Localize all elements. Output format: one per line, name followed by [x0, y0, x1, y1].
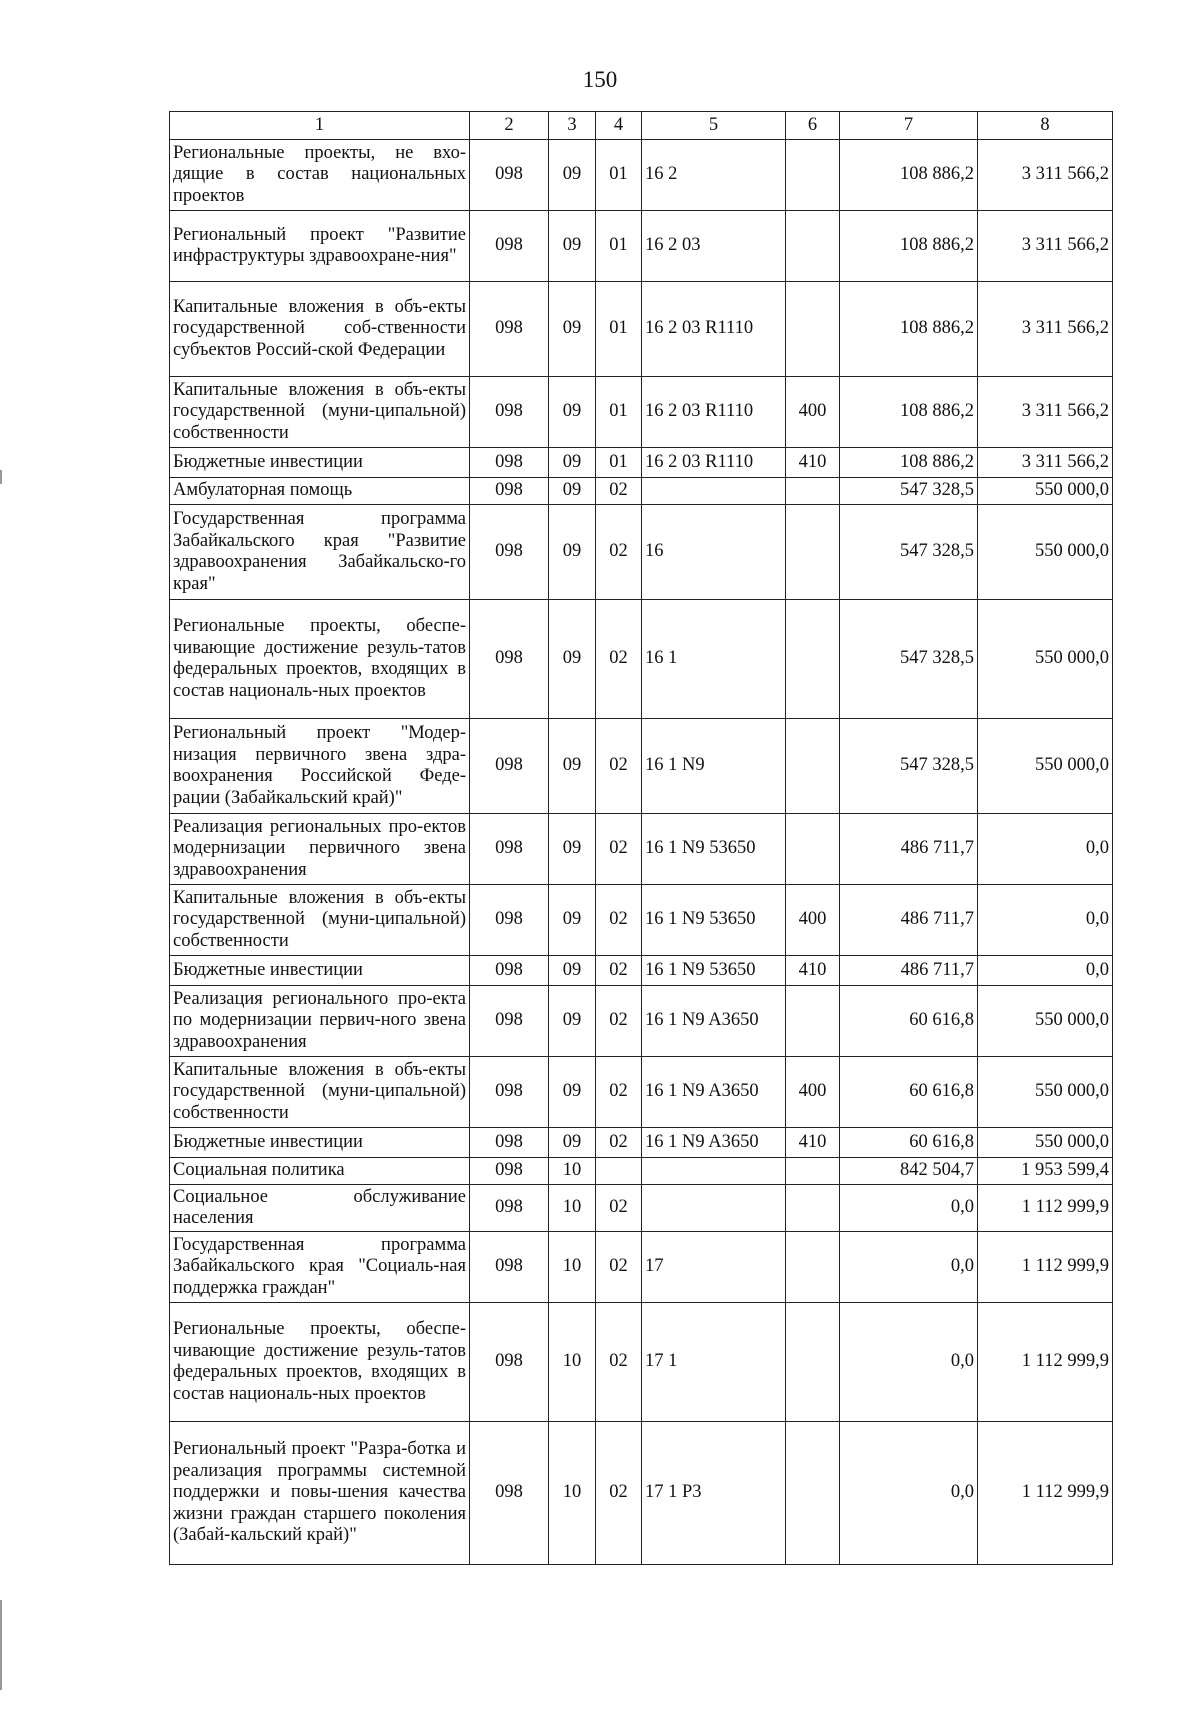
row-subsection: 02 [596, 885, 642, 956]
header-col-6: 6 [786, 112, 840, 140]
row-amount-2: 1 112 999,9 [978, 1185, 1113, 1232]
row-amount-1: 547 328,5 [840, 505, 978, 600]
row-admin-code: 098 [470, 211, 549, 282]
row-expense-type [786, 505, 840, 600]
row-amount-2: 1 953 599,4 [978, 1158, 1113, 1185]
row-subsection: 02 [596, 986, 642, 1057]
row-amount-1: 0,0 [840, 1422, 978, 1565]
row-expense-type [786, 1303, 840, 1422]
row-target-article: 16 2 03 R1110 [642, 377, 786, 448]
row-name: Государственная программа Забайкальского края "Социаль-ная поддержка граждан" [170, 1232, 470, 1303]
row-subsection: 02 [596, 505, 642, 600]
row-section: 10 [549, 1303, 596, 1422]
row-name: Региональный проект "Развитие инфраструктуры здравоохране-ния" [170, 211, 470, 282]
table-row [170, 448, 1113, 478]
row-admin-code: 098 [470, 448, 549, 478]
table-row [170, 282, 1113, 377]
row-amount-1: 108 886,2 [840, 377, 978, 448]
row-expense-type [786, 600, 840, 719]
row-section: 09 [549, 956, 596, 986]
row-admin-code: 098 [470, 478, 549, 505]
header-col-1: 1 [170, 112, 470, 140]
row-expense-type [786, 1185, 840, 1232]
budget-table [169, 111, 1113, 1565]
row-amount-2: 3 311 566,2 [978, 211, 1113, 282]
table-row [170, 986, 1113, 1057]
row-subsection [596, 1158, 642, 1185]
table-header-row [170, 112, 1113, 140]
row-admin-code: 098 [470, 1185, 549, 1232]
table-row [170, 505, 1113, 600]
row-name: Региональные проекты, обеспе-чивающие достижение резуль-татов федеральных проектов, входящих в состав националь-ных проектов [170, 600, 470, 719]
row-name: Региональные проекты, обеспе-чивающие достижение резуль-татов федеральных проектов, входящих в состав националь-ных проектов [170, 1303, 470, 1422]
row-amount-1: 108 886,2 [840, 282, 978, 377]
row-amount-1: 0,0 [840, 1303, 978, 1422]
row-target-article: 17 1 P3 [642, 1422, 786, 1565]
row-amount-2: 1 112 999,9 [978, 1232, 1113, 1303]
row-section: 09 [549, 885, 596, 956]
row-subsection: 02 [596, 1057, 642, 1128]
row-amount-2: 550 000,0 [978, 505, 1113, 600]
row-subsection: 01 [596, 140, 642, 211]
row-expense-type: 410 [786, 956, 840, 986]
row-section: 09 [549, 282, 596, 377]
row-subsection: 02 [596, 600, 642, 719]
row-amount-2: 3 311 566,2 [978, 140, 1113, 211]
row-amount-1: 486 711,7 [840, 814, 978, 885]
table-row [170, 478, 1113, 505]
row-amount-2: 1 112 999,9 [978, 1422, 1113, 1565]
row-admin-code: 098 [470, 1057, 549, 1128]
row-target-article: 16 1 N9 A3650 [642, 986, 786, 1057]
row-expense-type: 400 [786, 1057, 840, 1128]
row-section: 09 [549, 1128, 596, 1158]
row-amount-1: 842 504,7 [840, 1158, 978, 1185]
row-expense-type [786, 282, 840, 377]
header-col-7: 7 [840, 112, 978, 140]
table-row [170, 1422, 1113, 1565]
row-expense-type [786, 478, 840, 505]
row-amount-1: 60 616,8 [840, 1128, 978, 1158]
row-expense-type: 410 [786, 448, 840, 478]
row-expense-type [786, 1422, 840, 1565]
row-section: 09 [549, 719, 596, 814]
row-amount-1: 108 886,2 [840, 211, 978, 282]
row-target-article: 16 2 03 R1110 [642, 448, 786, 478]
table-row [170, 377, 1113, 448]
row-target-article: 17 [642, 1232, 786, 1303]
row-name: Капитальные вложения в объ-екты государственной (муни-ципальной) собственности [170, 377, 470, 448]
row-target-article: 16 1 N9 53650 [642, 814, 786, 885]
table-body [170, 140, 1113, 1565]
row-admin-code: 098 [470, 885, 549, 956]
row-amount-1: 547 328,5 [840, 478, 978, 505]
row-subsection: 02 [596, 1185, 642, 1232]
row-target-article: 16 1 N9 A3650 [642, 1057, 786, 1128]
row-amount-1: 486 711,7 [840, 885, 978, 956]
scan-mark [0, 470, 2, 484]
row-amount-1: 0,0 [840, 1185, 978, 1232]
row-amount-1: 60 616,8 [840, 986, 978, 1057]
row-subsection: 02 [596, 719, 642, 814]
row-admin-code: 098 [470, 377, 549, 448]
row-section: 09 [549, 140, 596, 211]
row-amount-2: 550 000,0 [978, 1128, 1113, 1158]
row-admin-code: 098 [470, 986, 549, 1057]
row-section: 10 [549, 1185, 596, 1232]
row-amount-1: 60 616,8 [840, 1057, 978, 1128]
row-name: Региональный проект "Модер-низация первичного звена здра-воохранения Российской Феде-рации (Забайкальский край)" [170, 719, 470, 814]
row-amount-2: 3 311 566,2 [978, 282, 1113, 377]
table-row [170, 140, 1113, 211]
table-row [170, 1185, 1113, 1232]
row-section: 09 [549, 505, 596, 600]
row-section: 10 [549, 1232, 596, 1303]
row-section: 09 [549, 478, 596, 505]
row-amount-1: 547 328,5 [840, 600, 978, 719]
row-amount-2: 0,0 [978, 956, 1113, 986]
row-name: Реализация региональных про-ектов модернизации первичного звена здравоохранения [170, 814, 470, 885]
row-name: Региональные проекты, не вхо-дящие в состав национальных проектов [170, 140, 470, 211]
row-name: Бюджетные инвестиции [170, 956, 470, 986]
row-name: Государственная программа Забайкальского края "Развитие здравоохранения Забайкальско-го края" [170, 505, 470, 600]
row-subsection: 01 [596, 282, 642, 377]
row-amount-2: 1 112 999,9 [978, 1303, 1113, 1422]
row-amount-2: 550 000,0 [978, 986, 1113, 1057]
row-amount-2: 550 000,0 [978, 478, 1113, 505]
table-row [170, 719, 1113, 814]
row-target-article: 17 1 [642, 1303, 786, 1422]
row-expense-type [786, 211, 840, 282]
table-row [170, 1128, 1113, 1158]
row-name: Амбулаторная помощь [170, 478, 470, 505]
row-subsection: 02 [596, 1232, 642, 1303]
row-subsection: 02 [596, 956, 642, 986]
row-name: Капитальные вложения в объ-екты государственной (муни-ципальной) собственности [170, 1057, 470, 1128]
row-amount-2: 550 000,0 [978, 1057, 1113, 1128]
row-section: 09 [549, 448, 596, 478]
row-section: 10 [549, 1158, 596, 1185]
row-name: Бюджетные инвестиции [170, 1128, 470, 1158]
row-name: Социальная политика [170, 1158, 470, 1185]
header-col-2: 2 [470, 112, 549, 140]
row-admin-code: 098 [470, 140, 549, 211]
row-target-article [642, 1158, 786, 1185]
row-amount-1: 547 328,5 [840, 719, 978, 814]
row-admin-code: 098 [470, 1303, 549, 1422]
row-expense-type: 410 [786, 1128, 840, 1158]
row-target-article: 16 1 [642, 600, 786, 719]
row-admin-code: 098 [470, 719, 549, 814]
row-subsection: 02 [596, 478, 642, 505]
row-target-article: 16 1 N9 [642, 719, 786, 814]
row-target-article: 16 1 N9 A3650 [642, 1128, 786, 1158]
row-target-article: 16 1 N9 53650 [642, 885, 786, 956]
row-amount-2: 0,0 [978, 814, 1113, 885]
row-admin-code: 098 [470, 1232, 549, 1303]
row-admin-code: 098 [470, 1128, 549, 1158]
table-row [170, 1232, 1113, 1303]
row-name: Капитальные вложения в объ-екты государственной соб-ственности субъектов Россий-ской Федерации [170, 282, 470, 377]
row-target-article: 16 1 N9 53650 [642, 956, 786, 986]
row-expense-type: 400 [786, 377, 840, 448]
row-amount-1: 0,0 [840, 1232, 978, 1303]
page-number: 150 [582, 67, 618, 92]
row-target-article: 16 2 03 [642, 211, 786, 282]
row-expense-type [786, 986, 840, 1057]
row-admin-code: 098 [470, 956, 549, 986]
row-amount-2: 550 000,0 [978, 600, 1113, 719]
row-amount-1: 486 711,7 [840, 956, 978, 986]
row-section: 09 [549, 1057, 596, 1128]
row-expense-type [786, 719, 840, 814]
row-target-article [642, 1185, 786, 1232]
row-name: Региональный проект "Разра-ботка и реализация программы системной поддержки и повы-шения качества жизни граждан старшего поколения (Забай-кальский край)" [170, 1422, 470, 1565]
row-target-article [642, 478, 786, 505]
row-name: Реализация регионального про-екта по модернизации первич-ного звена здравоохранения [170, 986, 470, 1057]
header-col-5: 5 [642, 112, 786, 140]
row-target-article: 16 2 [642, 140, 786, 211]
row-amount-2: 0,0 [978, 885, 1113, 956]
row-admin-code: 098 [470, 1158, 549, 1185]
row-expense-type [786, 814, 840, 885]
row-section: 09 [549, 377, 596, 448]
row-amount-2: 3 311 566,2 [978, 377, 1113, 448]
row-section: 09 [549, 986, 596, 1057]
row-amount-2: 3 311 566,2 [978, 448, 1113, 478]
row-section: 09 [549, 814, 596, 885]
table-row [170, 1158, 1113, 1185]
row-subsection: 02 [596, 1128, 642, 1158]
table-row [170, 814, 1113, 885]
row-admin-code: 098 [470, 282, 549, 377]
table-row [170, 1303, 1113, 1422]
row-section: 09 [549, 600, 596, 719]
row-target-article: 16 [642, 505, 786, 600]
header-col-8: 8 [978, 112, 1113, 140]
row-amount-1: 108 886,2 [840, 448, 978, 478]
row-subsection: 01 [596, 377, 642, 448]
row-target-article: 16 2 03 R1110 [642, 282, 786, 377]
row-expense-type: 400 [786, 885, 840, 956]
table-row [170, 211, 1113, 282]
table-row [170, 885, 1113, 956]
row-section: 09 [549, 211, 596, 282]
row-amount-2: 550 000,0 [978, 719, 1113, 814]
row-subsection: 02 [596, 1303, 642, 1422]
row-amount-1: 108 886,2 [840, 140, 978, 211]
header-col-4: 4 [596, 112, 642, 140]
table-row [170, 956, 1113, 986]
row-name: Капитальные вложения в объ-екты государственной (муни-ципальной) собственности [170, 885, 470, 956]
row-admin-code: 098 [470, 600, 549, 719]
row-subsection: 02 [596, 1422, 642, 1565]
row-name: Бюджетные инвестиции [170, 448, 470, 478]
row-expense-type [786, 1158, 840, 1185]
row-expense-type [786, 140, 840, 211]
row-subsection: 02 [596, 814, 642, 885]
row-subsection: 01 [596, 211, 642, 282]
row-admin-code: 098 [470, 1422, 549, 1565]
scan-mark [0, 1600, 2, 1690]
row-section: 10 [549, 1422, 596, 1565]
row-name: Социальное обслуживание населения [170, 1185, 470, 1232]
row-admin-code: 098 [470, 505, 549, 600]
row-expense-type [786, 1232, 840, 1303]
header-col-3: 3 [549, 112, 596, 140]
table-row [170, 1057, 1113, 1128]
table-row [170, 600, 1113, 719]
row-subsection: 01 [596, 448, 642, 478]
row-admin-code: 098 [470, 814, 549, 885]
